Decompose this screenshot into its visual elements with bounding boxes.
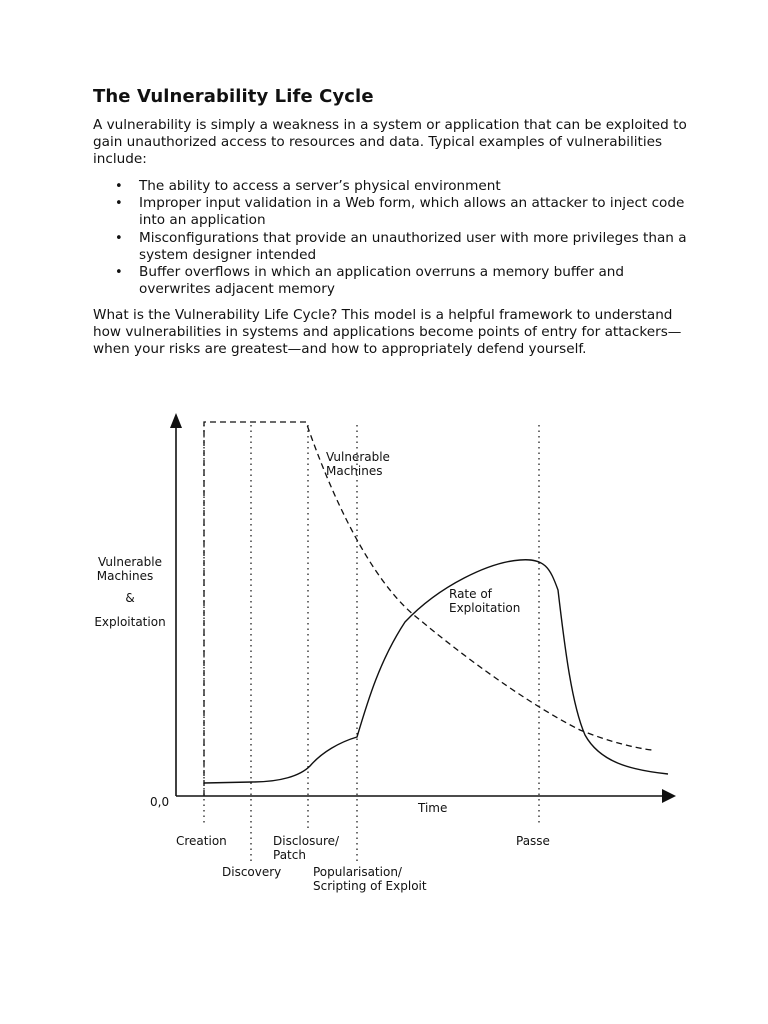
y-axis-label-line: Machines <box>96 569 154 583</box>
bullet-icon: • <box>115 265 123 281</box>
vulnerable-machines-curve <box>204 422 652 796</box>
rate-of-exploitation-curve <box>204 560 668 783</box>
popularisation-label: Scripting of Exploit <box>313 879 427 893</box>
creation-label: Creation <box>176 834 227 848</box>
x-axis-arrow-icon <box>662 789 676 803</box>
framework-paragraph: What is the Vulnerability Life Cycle? This model is a helpful framework to understand how vulnerabilities in systems and applications become points of entry for attackers— when your risks are greatest—and how to appropriately defend yourself. <box>93 307 682 358</box>
page-title: The Vulnerability Life Cycle <box>93 86 374 107</box>
bullet-icon: • <box>115 179 123 194</box>
y-axis-label-line: & <box>125 591 135 605</box>
disclosure-label: Disclosure/ <box>273 834 340 848</box>
list-item-text: Improper input validation in a Web form, which allows an attacker to inject code into an application <box>139 195 685 229</box>
vulnerable-machines-label: Machines <box>326 464 383 478</box>
y-axis-label-line: Exploitation <box>94 615 166 629</box>
bullet-icon: • <box>115 230 123 246</box>
list-item-text: The ability to access a server’s physical environment <box>139 178 501 194</box>
passe-label: Passe <box>516 834 550 848</box>
vulnerable-machines-label: Vulnerable <box>326 450 390 464</box>
discovery-label: Discovery <box>222 865 282 879</box>
bullet-icon: • <box>115 196 123 212</box>
intro-paragraph: A vulnerability is simply a weakness in a system or application that can be exploited to gain unauthorized access to resources and data. Typical examples of vulnerabilities include: <box>93 117 687 168</box>
origin-label: 0,0 <box>150 795 170 809</box>
y-axis-label-line: Vulnerable <box>98 555 162 569</box>
rate-of-exploitation-label: Exploitation <box>449 601 521 615</box>
y-axis-arrow-icon <box>170 413 182 428</box>
rate-of-exploitation-label: Rate of <box>449 587 492 601</box>
list-item-text: Buffer overflows in which an application overruns a memory buffer and overwrites adjacent memory <box>139 264 625 298</box>
popularisation-label: Popularisation/ <box>313 865 402 879</box>
list-item-text: Misconfigurations that provide an unauthorized user with more privileges than a system designer intended <box>139 229 687 263</box>
disclosure-label: Patch <box>273 848 306 862</box>
x-axis-label: Time <box>418 801 448 815</box>
